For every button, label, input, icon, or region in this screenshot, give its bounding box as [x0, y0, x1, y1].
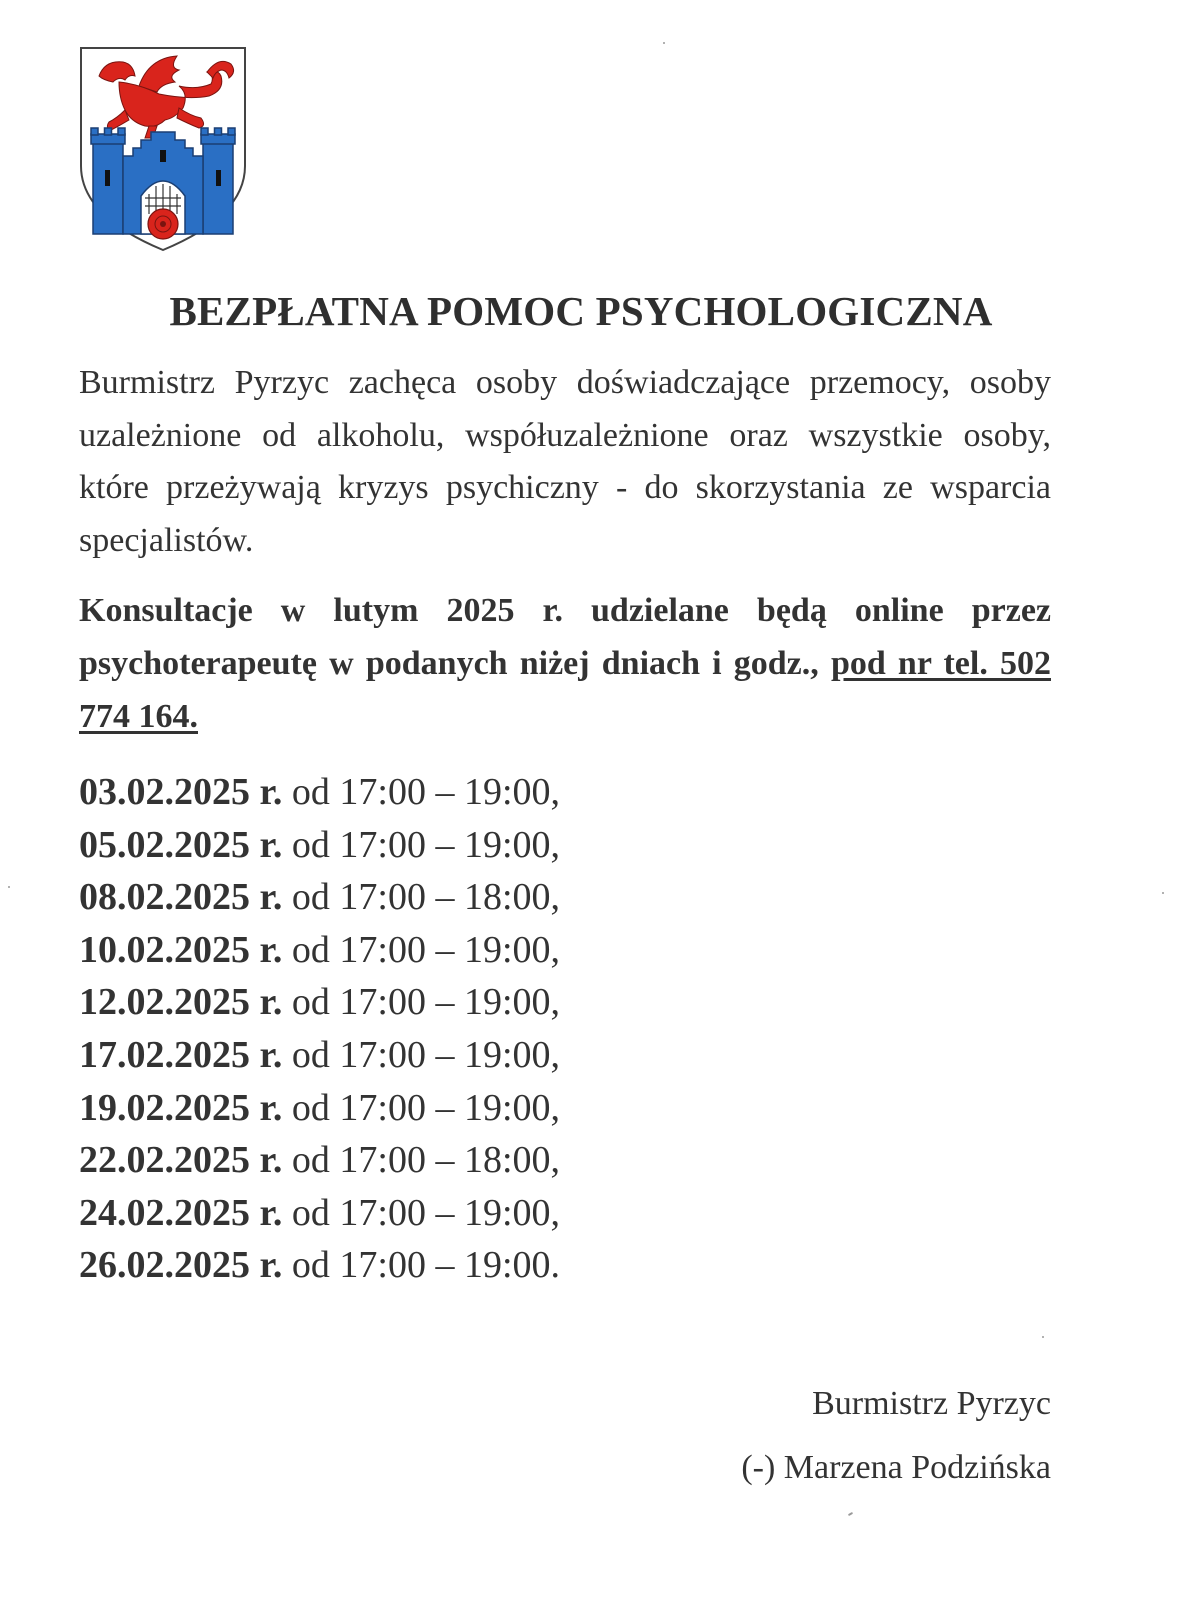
schedule-item	[79, 1029, 779, 1082]
schedule-item	[79, 766, 779, 819]
schedule-item	[79, 871, 779, 924]
schedule-date: 24.02.2025 r.	[79, 1191, 283, 1234]
schedule-item	[79, 924, 779, 977]
scan-speck	[1162, 892, 1164, 894]
coat-of-arms-icon	[79, 46, 247, 252]
signature-name: (-) Marzena Podzińska	[741, 1449, 1051, 1486]
schedule-hours: od 17:00 – 18:00,	[291, 1139, 561, 1182]
schedule-item	[79, 1134, 779, 1187]
schedule-hours: od 17:00 – 18:00,	[291, 876, 561, 919]
schedule-date: 26.02.2025 r.	[79, 1244, 283, 1287]
schedule-hours: od 17:00 – 19:00,	[291, 771, 561, 813]
schedule-hours: od 17:00 – 19:00,	[291, 1191, 561, 1234]
intro-paragraph: Burmistrz Pyrzyc zachęca osoby doświadczające przemocy, osoby uzależnione od alkoholu, współuzależnione oraz wszystkie osoby, które przeżywają kryzys psychiczny - do skorzystania ze wsparcia specjalistów.	[79, 364, 1051, 559]
schedule-hours: od 17:00 – 19:00,	[291, 981, 561, 1024]
phone-number: pod nr tel. 502 774 164.	[79, 645, 1051, 735]
consultation-text: Konsultacje w lutym 2025 r. udzielane będą online przez psychoterapeutę w podanych niżej dniach i godz.,	[79, 592, 1051, 682]
schedule-hours: od 17:00 – 19:00,	[291, 1033, 561, 1076]
schedule-date: 22.02.2025 r.	[79, 1139, 283, 1182]
schedule-item	[79, 1082, 779, 1135]
schedule-date: 19.02.2025 r.	[79, 1086, 283, 1129]
schedule-item	[79, 976, 779, 1029]
schedule-date: 12.02.2025 r.	[79, 981, 283, 1024]
schedule-hours: od 17:00 – 19:00,	[291, 823, 561, 866]
scan-speck	[663, 42, 665, 44]
signature-block	[741, 1380, 1051, 1492]
consultation-paragraph	[79, 584, 1051, 743]
schedule-date: 03.02.2025 r.	[79, 771, 283, 813]
scan-speck	[8, 886, 10, 888]
schedule-date: 05.02.2025 r.	[79, 823, 283, 866]
schedule-hours: od 17:00 – 19:00,	[291, 928, 561, 971]
scan-speck	[848, 1512, 853, 1516]
schedule-date: 10.02.2025 r.	[79, 928, 283, 971]
schedule-item	[79, 819, 779, 872]
schedule-date: 08.02.2025 r.	[79, 876, 283, 919]
schedule-hours: od 17:00 – 19:00,	[291, 1086, 561, 1129]
schedule-item	[79, 1187, 779, 1240]
schedule-date: 17.02.2025 r.	[79, 1033, 283, 1076]
schedule-item	[79, 1239, 779, 1292]
scan-speck	[1042, 1336, 1044, 1338]
page-title: BEZPŁATNA POMOC PSYCHOLOGICZNA	[169, 288, 993, 334]
schedule-hours: od 17:00 – 19:00.	[291, 1244, 561, 1287]
signature-role: Burmistrz Pyrzyc	[812, 1385, 1051, 1422]
schedule-list	[79, 766, 779, 1292]
